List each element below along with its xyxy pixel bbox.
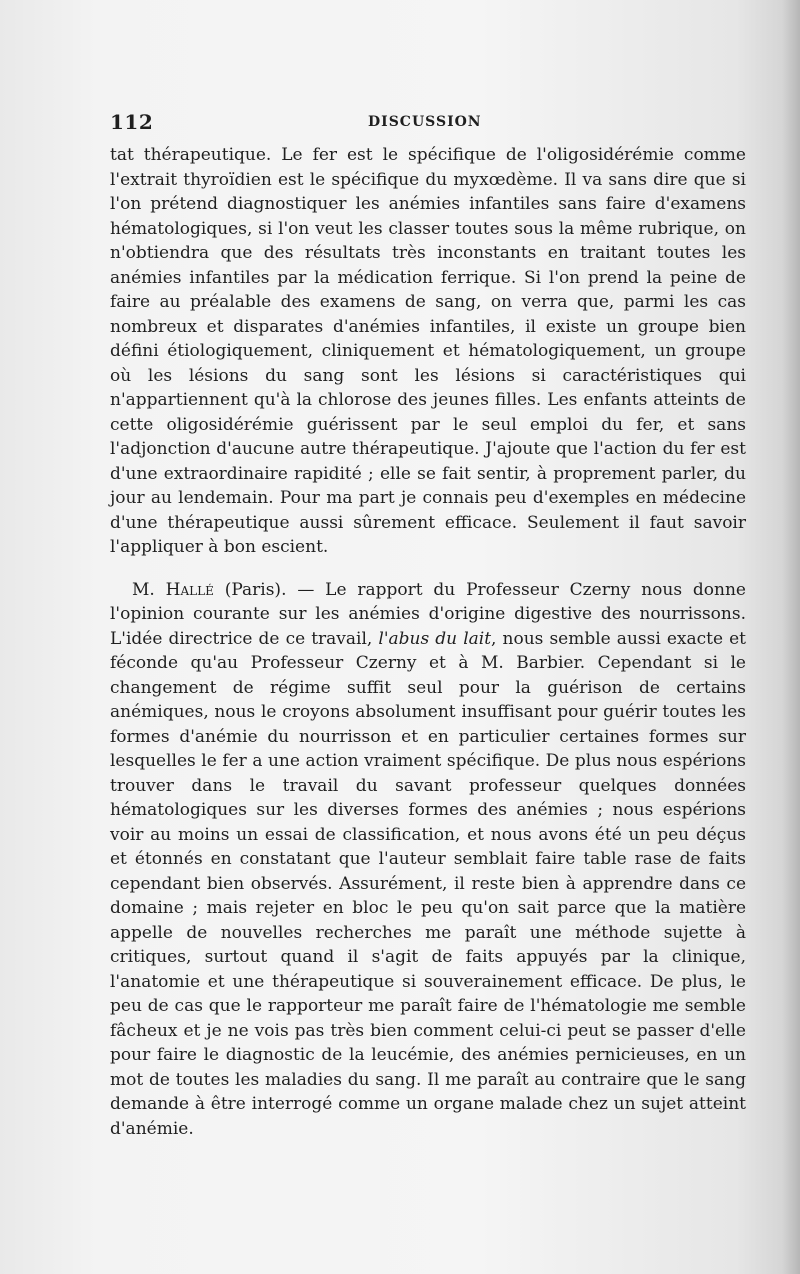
paragraph-2 (110, 578, 746, 1142)
paragraph-2-text-after-title: , nous semble aussi exacte et féconde qu'au Professeur Czerny et à M. Barbier. Cependant si le changement de régime suffit seul pour la guérison de certains anémiques, nous le croyons absolument insuffisant pour guérir toutes les formes d'anémie du nourrisson et en particulier certaines formes sur lesquelles le fer a une action vraiment spécifique. De plus nous espérions trouver dans le travail du savant professeur quelques données hématologiques sur les diverses formes des anémies ; nous espérions voir au moins un essai de classification, et nous avons été un peu déçus et étonnés en constatant que l'auteur semblait faire table rase de faits cependant bien observés. Assurément, il reste bien à apprendre dans ce domaine ; mais rejeter en bloc le peu qu'on sait parce que la matière appelle de nouvelles recherches me paraît une méthode sujette à critiques, surtout quand il s'agit de faits appuyés par la clinique, l'anatomie et une thérapeutique si souverainement efficace. De plus, le peu de cas que le rapporteur me paraît faire de l'hématologie me semble fâcheux et je ne vois pas très bien comment celui-ci peut se passer d'elle pour faire le diagnostic de la leucémie, des anémies pernicieuses, en un mot de toutes les maladies du sang. Il me paraît au contraire que le sang demande à être interrogé comme un organe malade chez un sujet atteint d'anémie. (110, 628, 747, 1139)
italic-title: l'abus du lait (378, 628, 492, 649)
speaker-city: (Paris). (224, 579, 287, 600)
page-edge-shadow (782, 0, 800, 1274)
paragraph-1: tat thérapeutique. Le fer est le spécifique de l'oligosidérémie comme l'extrait thyroïdien est le spécifique du myxœdème. Il va sans dire que si l'on prétend diagnostiquer les anémies infantiles sans faire d'examens hématologiques, si l'on veut les classer toutes sous la même rubrique, on n'obtiendra que des résultats très inconstants en traitant toutes les anémies infantiles par la médication ferrique. Si l'on prend la peine de faire au préalable des examens de sang, on verra que, parmi les cas nombreux et disparates d'anémies infantiles, il existe un groupe bien défini étiologiquement, cliniquement et hématologiquement, un groupe où les lésions du sang sont les lésions si caractéristiques qui n'appartiennent qu'à la chlorose des jeunes filles. Les enfants atteints de cette oligosidérémie guérissent par le seul emploi du fer, et sans l'adjonction d'aucune autre thérapeutique. J'ajoute que l'action du fer est d'une extraordinaire rapidité ; elle se fait sentir, à proprement parler, du jour au lendemain. Pour ma part je connais peu d'exemples en médecine d'une thérapeutique aussi sûrement efficace. Seulement il faut savoir l'appliquer à bon escient. (110, 145, 746, 557)
body-text (110, 143, 746, 1141)
speaker-prefix: M. (132, 579, 155, 600)
speaker-name: Hallé (165, 579, 214, 600)
paragraph-2-text-before-title: — Le rapport du Professeur Czerny nous donne l'opinion courante sur les anémies d'origine digestive des nourrissons. L'idée directrice de ce travail, (110, 579, 746, 649)
page-header (110, 110, 750, 140)
page-number: 112 (110, 110, 154, 134)
running-head: DISCUSSION (368, 114, 482, 130)
